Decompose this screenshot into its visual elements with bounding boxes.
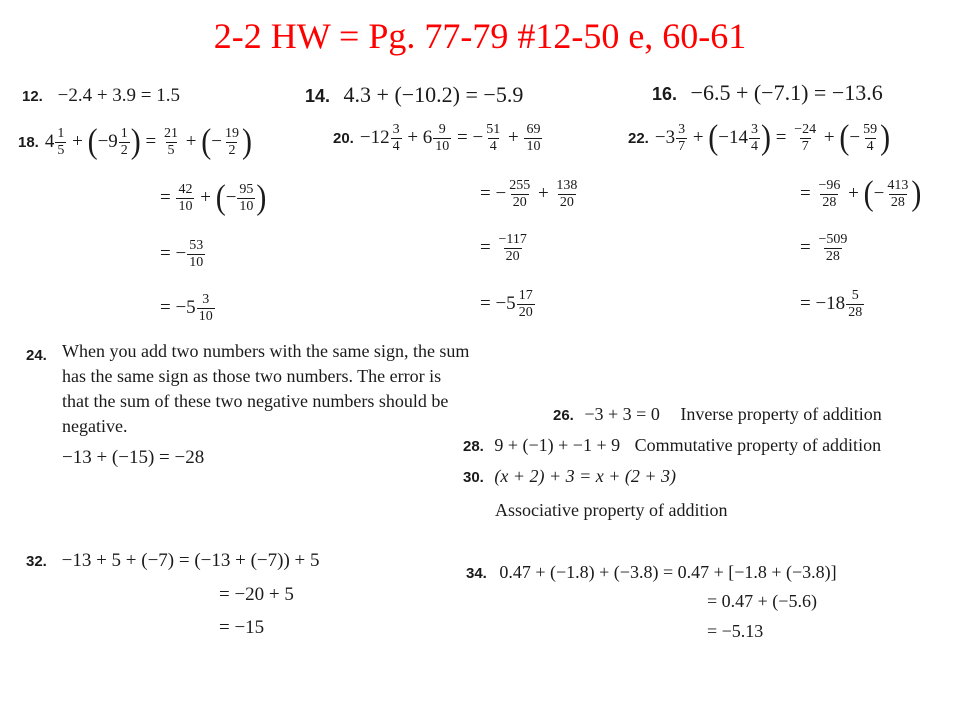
problem-expression: 4.3 + (−10.2) = −5.9 [343,82,524,107]
denominator: 4 [489,138,497,154]
problem-22-line-3: = $\frac{-509}{28}$ [800,231,848,264]
whole-part: −12 [359,127,390,148]
denominator: 20 [559,194,574,210]
problem-18-line-1: 18. 4 $\frac{1}{5}$ + ( −9 $\frac{1}{2}$ ) = $\frac{21}{5}$ + ( − $\frac{19}{2}$ ) [18,122,252,161]
problem-number: 12. [22,88,43,105]
problem-26 [553,405,882,423]
numerator: 59 [863,121,878,137]
denominator: 20 [518,304,533,320]
numerator: 413 [887,177,909,193]
numerator: 1 [120,125,128,141]
denominator: 28 [890,194,905,210]
numerator: 255 [509,177,531,193]
denominator: 10 [198,308,213,324]
problem-number: 22. [628,129,649,147]
problem-expression: 9 + (−1) + −1 + 9 [494,435,621,455]
whole-part: −14 [718,127,749,148]
problem-28 [463,436,881,454]
problem-16 [652,82,883,104]
page-title: 2-2 HW = Pg. 77-79 #12-50 e, 60-61 [213,16,747,56]
property-name: Inverse property of addition [680,404,882,424]
denominator: 10 [189,254,204,270]
whole-part: −3 [654,127,676,148]
problem-number: 16. [652,84,678,104]
denominator: 5 [167,142,175,158]
problem-24-text [62,339,469,439]
denominator: 28 [848,304,863,320]
whole-part: −18 [815,293,846,314]
problem-number: 34. [466,565,487,582]
problem-34-line-2: = 0.47 + (−5.6) [707,591,817,611]
problem-20-line-3: = $\frac{-117}{20}$ [480,231,527,264]
problem-expression: −6.5 + (−7.1) = −13.6 [690,80,883,105]
problem-expression: (x + 2) + 3 = x + (2 + 3) [494,466,677,486]
problem-20-line-4: = −5 $\frac{17}{20}$ [480,287,533,320]
whole-part: −5 [175,297,196,318]
explanation-line: negative. [62,416,128,436]
problem-30-property: Associative property of addition [495,500,728,520]
denominator: 2 [120,142,128,158]
numerator: 3 [202,291,210,307]
numerator: 1 [57,125,65,141]
denominator: 10 [435,138,450,154]
numerator: 138 [556,177,578,193]
problem-number: 20. [333,129,354,147]
problem-22-line-4: = −18 $\frac{5}{28}$ [800,287,863,320]
problem-18-line-3: = − $\frac{53}{10}$ [160,237,204,270]
problem-expression: 0.47 + (−1.8) + (−3.8) = 0.47 + [−1.8 + (−3.8)] [499,562,837,582]
numerator: 9 [438,121,446,137]
denominator: 28 [822,194,837,210]
numerator: 95 [239,181,254,197]
problem-20-line-2: = − $\frac{255}{20}$ + $\frac{138}{20}$ [480,177,578,210]
whole-part: −9 [97,131,118,152]
problem-number: 28. [463,438,484,455]
problem-18-line-2: = $\frac{42}{10}$ + ( − $\frac{95}{10}$ ) [160,178,267,217]
problem-32-line-1 [26,551,320,570]
problem-expression: −2.4 + 3.9 = 1.5 [57,85,181,106]
denominator: 4 [392,138,400,154]
problem-34-line-1 [466,563,837,581]
whole-part: −5 [495,293,516,314]
problem-24-expression: −13 + (−15) = −28 [62,447,205,468]
problem-20-line-1: 20. −12 $\frac{3}{4}$ + 6 $\frac{9}{10}$ = − $\frac{51}{4}$ + $\frac{69}{10}$ [333,121,541,154]
problem-number: 30. [463,469,484,486]
problem-32-line-3: = −15 [219,617,265,638]
denominator: 28 [825,248,840,264]
denominator: 5 [57,142,65,158]
denominator: 2 [228,142,236,158]
problem-24-number [26,345,47,364]
numerator: −117 [498,231,527,247]
numerator: 69 [526,121,541,137]
problem-32-line-2: = −20 + 5 [219,584,294,605]
problem-number: 18. [18,133,39,151]
denominator: 4 [866,138,874,154]
numerator: 42 [178,181,193,197]
numerator: −96 [818,177,841,193]
problem-22-line-1: 22. −3 $\frac{3}{7}$ + ( −14 $\frac{3}{4}$ ) = $\frac{-24}{7}$ + ( − $\frac{59}{4}$ ) [628,118,891,157]
numerator: −509 [818,231,848,247]
problem-18-line-4: = −5 $\frac{3}{10}$ [160,291,213,324]
problem-expression: −13 + 5 + (−7) = (−13 + (−7)) + 5 [61,550,320,571]
denominator: 7 [801,138,809,154]
problem-expression: −3 + 3 = 0 [584,404,660,424]
explanation-line: that the sum of these two negative numbers should be [62,391,449,411]
problem-number: 32. [26,553,47,570]
problem-14 [305,84,523,106]
numerator: 51 [486,121,501,137]
property-name: Commutative property of addition [634,435,882,455]
numerator: 17 [518,287,533,303]
problem-30 [463,467,676,485]
problem-number: 26. [553,407,574,424]
numerator: 21 [164,125,179,141]
numerator: 19 [224,125,239,141]
denominator: 20 [505,248,520,264]
problem-12 [22,86,180,105]
problem-34-line-3: = −5.13 [707,621,764,641]
problem-number: 14. [305,86,331,106]
numerator: 53 [189,237,204,253]
denominator: 4 [751,138,759,154]
denominator: 20 [512,194,527,210]
whole-part: 4 [44,131,55,152]
numerator: 3 [392,121,400,137]
problem-22-line-2: = $\frac{-96}{28}$ + ( − $\frac{413}{28}$ ) [800,174,922,213]
numerator: 3 [678,121,686,137]
whole-part: 6 [422,127,433,148]
explanation-line: has the same sign as those two numbers. The error is [62,366,442,386]
denominator: 10 [526,138,541,154]
numerator: 5 [851,287,859,303]
numerator: 3 [751,121,759,137]
problem-number: 24. [26,347,47,364]
denominator: 10 [239,198,254,214]
explanation-line: When you add two numbers with the same sign, the sum [62,341,470,361]
denominator: 10 [178,198,193,214]
numerator: −24 [794,121,817,137]
denominator: 7 [678,138,686,154]
